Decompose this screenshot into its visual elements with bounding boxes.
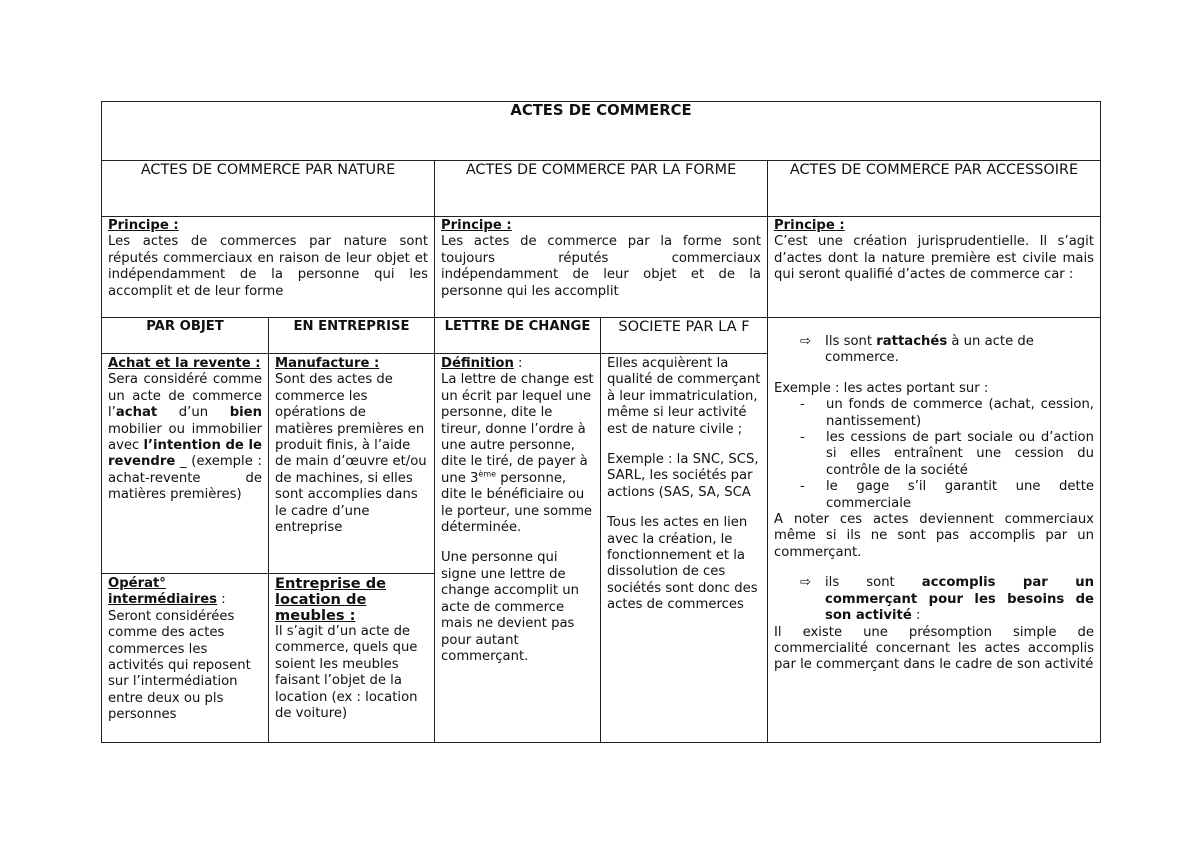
principe-label: Principe :	[108, 218, 179, 233]
principe-nature-text: Les actes de commerces par nature sont réputés commerciaux en raison de leur objet et indépendamment de la personne qui les accomplit et de leur forme	[108, 234, 428, 299]
lettre-de-change	[435, 354, 601, 743]
operations-intermediaires	[102, 574, 269, 743]
principe-label: Principe :	[774, 218, 845, 233]
lettre-text: La lettre de change est un écrit par lequel une personne, dite le tireur, donne l’ordre à une autre personne, dite le tiré, de payer à une 3ème personne, dite le bénéficiaire ou le porteur, une somme déterminée.	[441, 372, 594, 536]
arrow-right-icon: ⇨	[800, 334, 812, 349]
accessoire-exemple: Exemple : les actes portant sur :	[774, 380, 989, 396]
table-title: ACTES DE COMMERCE	[102, 102, 1101, 161]
operat-text: Seront considérées comme des actes commerces les activités qui reposent sur l’intermédiation entre deux ou pls personnes	[108, 608, 251, 723]
location-title: Entreprise de location de meubles :	[275, 575, 387, 624]
manufacture-text: Sont des actes de commerce les opérations de matières premières en produit finis, à l’aide de main d’œuvre et/ou de machines, si elles sont accomplies dans le cadre d’une entreprise	[275, 372, 427, 536]
list-item: - le gage s’il garantit une dette commerciale	[826, 479, 1094, 512]
subheader-objet: PAR OBJET	[102, 318, 269, 354]
principe-accessoire-text: C’est une création jurisprudentielle. Il s’agit d’actes dont la nature première est civile mais qui seront qualifié d’actes de commerce car :	[774, 234, 1094, 283]
lettre-text-2: Une personne qui signe une lettre de change accomplit un acte de commerce mais ne devient pas pour autant commerçant.	[441, 550, 579, 664]
principe-forme-text: Les actes de commerce par la forme sont toujours réputés commerciaux indépendamment de leur objet et de la personne qui les accomplit	[441, 234, 761, 299]
principe-forme	[435, 217, 768, 318]
principe-label: Principe :	[441, 218, 512, 233]
subheader-entreprise: EN ENTREPRISE	[269, 318, 435, 354]
header-accessoire: ACTES DE COMMERCE PAR ACCESSOIRE	[768, 161, 1101, 217]
societe-forme	[601, 354, 768, 743]
location-meubles	[269, 574, 435, 743]
manufacture-title: Manufacture :	[275, 356, 380, 371]
achat-revente	[102, 354, 269, 574]
accessoire-noter: A noter ces actes deviennent commerciaux même si ils ne sont pas accomplis par un commerçant.	[774, 512, 1094, 560]
accessoire-final: Il existe une présomption simple de commercialité concernant les actes accomplis par le commerçant dans le cadre de son activité	[774, 624, 1094, 673]
societe-text-2: Exemple : la SNC, SCS, SARL, les sociétés par actions (SAS, SA, SCA	[607, 452, 759, 500]
header-nature: ACTES DE COMMERCE PAR NATURE	[102, 161, 435, 217]
location-text: Il s’agit d’un acte de commerce, quels que soient les meubles faisant l’objet de la location (ex : location de voiture)	[275, 624, 418, 722]
arrow-right-icon: ⇨	[800, 575, 812, 591]
achat-title: Achat et la revente :	[108, 356, 261, 371]
accessoire-list	[774, 397, 1094, 512]
principe-accessoire	[768, 217, 1101, 318]
societe-text-3: Tous les actes en lien avec la création, le fonctionnement et la dissolution de ces sociétés sont donc des actes de commerces	[607, 515, 758, 613]
manufacture	[269, 354, 435, 574]
accessoire-cell	[768, 318, 1101, 743]
principe-nature	[102, 217, 435, 318]
accessoire-point-1: ⇨ Ils sont rattachés à un acte de commerce.	[800, 334, 1034, 366]
operat-title: Opérat° intermédiaires :	[108, 576, 226, 608]
list-item: - les cessions de part sociale ou d’action si elles entraînent une cession du contrôle de la société	[826, 430, 1094, 479]
subheader-societe: SOCIETE PAR LA F	[601, 318, 768, 354]
list-item: - un fonds de commerce (achat, cession, nantissement)	[826, 397, 1094, 430]
header-forme: ACTES DE COMMERCE PAR LA FORME	[435, 161, 768, 217]
societe-text-1: Elles acquièrent la qualité de commerçant à leur immatriculation, même si leur activité est de nature civile ;	[607, 356, 761, 437]
accessoire-point-2: ⇨ ils sont accomplis par un commerçant pour les besoins de son activité :	[800, 575, 1094, 624]
actes-de-commerce-table	[101, 101, 1101, 743]
lettre-title: Définition :	[441, 356, 523, 371]
achat-text: Sera considéré comme un acte de commerce l’achat d’un bien mobilier ou immobilier avec l’intention de le revendre _ (exemple : achat-revente de matières premières)	[108, 372, 262, 503]
subheader-lettre: LETTRE DE CHANGE	[435, 318, 601, 354]
